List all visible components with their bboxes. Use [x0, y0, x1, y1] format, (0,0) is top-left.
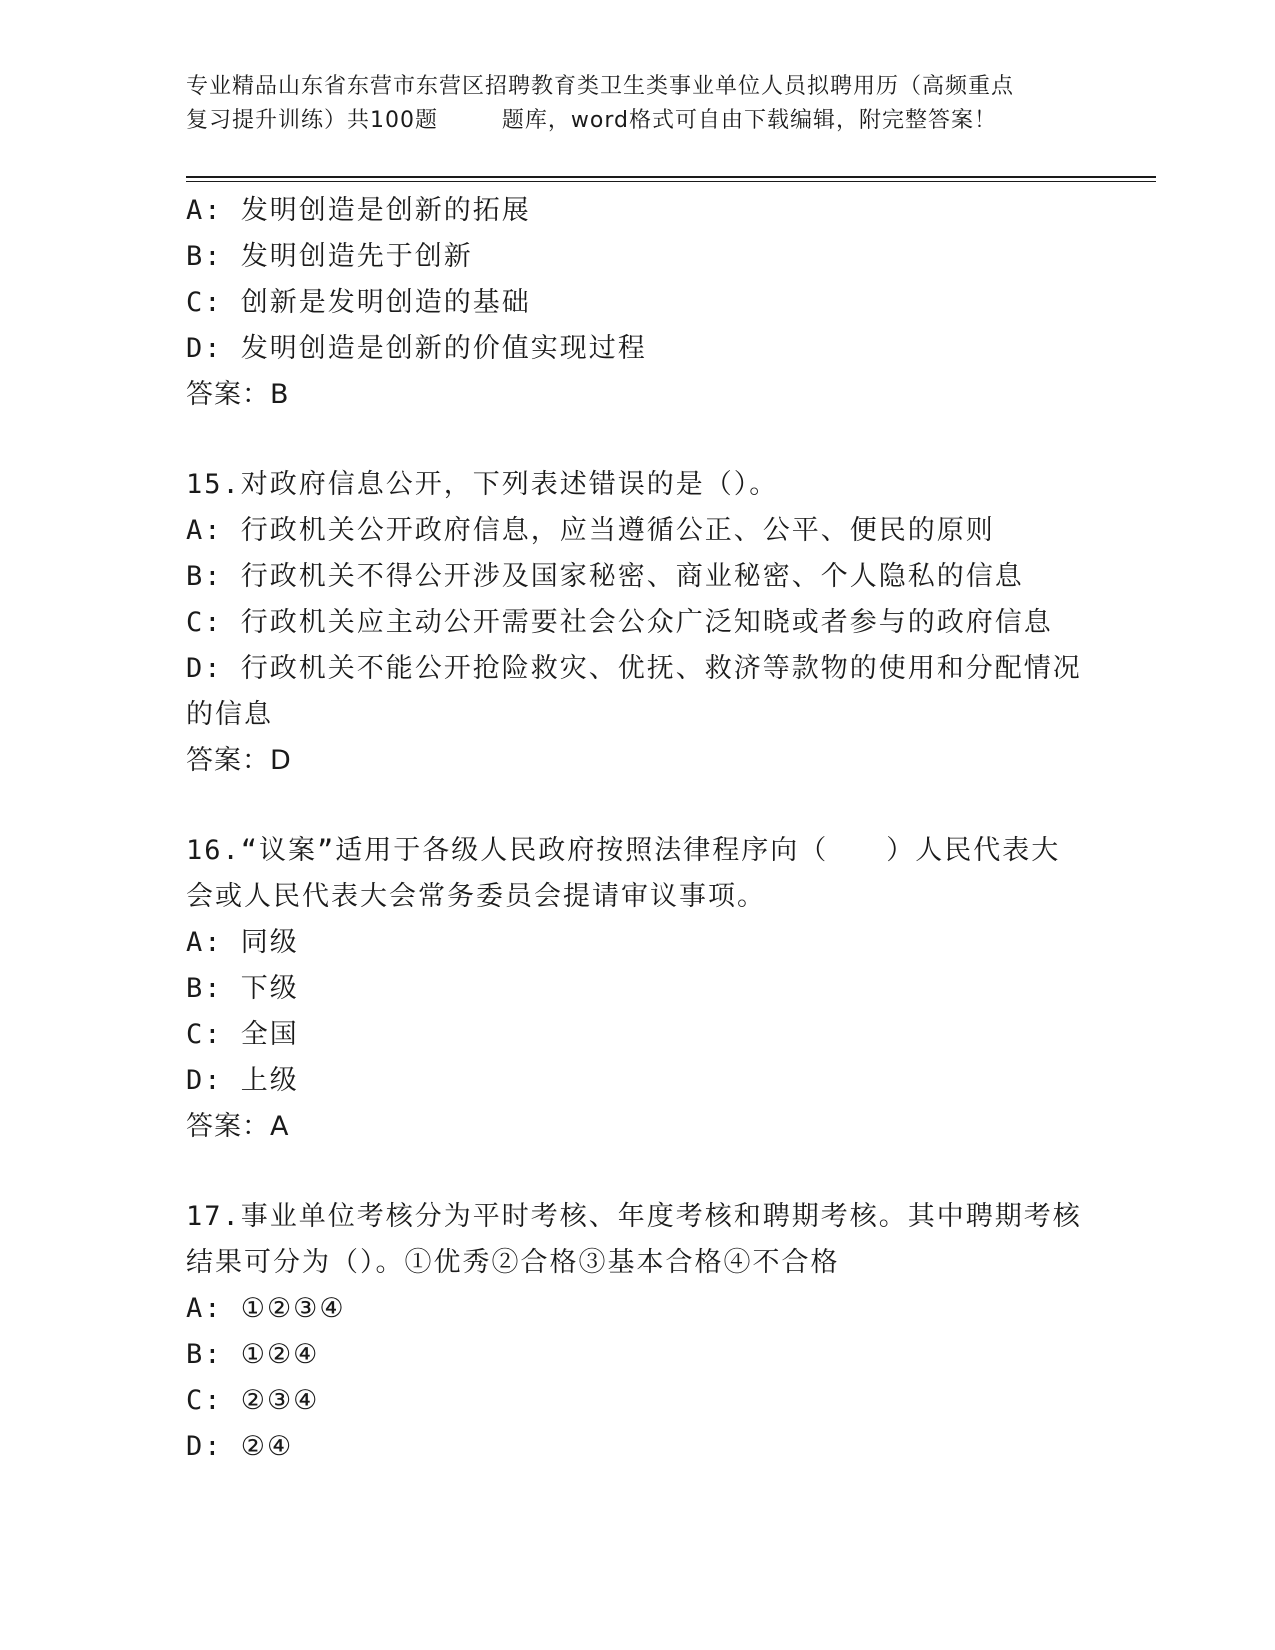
option-a: A: 发明创造是创新的拓展: [186, 195, 531, 226]
answer-text: 答案：D: [186, 745, 292, 776]
header-title-line-2: 复习提升训练）共100题 题库，word格式可自由下载编辑，附完整答案！: [186, 108, 998, 133]
question-stem-line-1: 17.事业单位考核分为平时考核、年度考核和聘期考核。其中聘期考核: [186, 1201, 1082, 1232]
spacer: [186, 784, 1086, 828]
option-c: C: ②③④: [186, 1385, 320, 1416]
option-d: D: 行政机关不能公开抢险救灾、优抚、救济等款物的使用和分配情况: [186, 653, 1082, 684]
option-c: C: 行政机关应主动公开需要社会公众广泛知晓或者参与的政府信息: [186, 607, 1053, 638]
option-d-continuation: 的信息: [186, 699, 273, 730]
question-content: [186, 188, 1086, 1470]
option-a: A: ①②③④: [186, 1293, 346, 1324]
question-15: [186, 462, 1086, 784]
header-divider-thick: [186, 176, 1156, 178]
option-d: D: ②④: [186, 1431, 294, 1462]
header-title-line-1: 专业精品山东省东营市东营区招聘教育类卫生类事业单位人员拟聘用历（高频重点: [186, 74, 1015, 99]
option-b: B: ①②④: [186, 1339, 320, 1370]
answer-text: 答案：A: [186, 1111, 290, 1142]
option-d: D: 发明创造是创新的价值实现过程: [186, 333, 647, 364]
option-c: C: 全国: [186, 1019, 299, 1050]
header-divider-thin: [186, 181, 1156, 182]
document-header: [186, 70, 1086, 138]
question-stem: 15.对政府信息公开，下列表述错误的是（）。: [186, 469, 779, 500]
option-c: C: 创新是发明创造的基础: [186, 287, 531, 318]
option-a: A: 同级: [186, 927, 299, 958]
option-b: B: 下级: [186, 973, 299, 1004]
answer-text: 答案：B: [186, 379, 290, 410]
option-d: D: 上级: [186, 1065, 299, 1096]
question-14: [186, 188, 1086, 418]
option-a: A: 行政机关公开政府信息，应当遵循公正、公平、便民的原则: [186, 515, 995, 546]
question-stem-line-2: 结果可分为（）。①优秀②合格③基本合格④不合格: [186, 1247, 840, 1278]
question-16: [186, 828, 1086, 1150]
spacer: [186, 418, 1086, 462]
question-17: [186, 1194, 1086, 1470]
spacer: [186, 1150, 1086, 1194]
question-stem-line-1: 16.“议案”适用于各级人民政府按照法律程序向（ ）人民代表大: [186, 835, 1061, 866]
option-b: B: 发明创造先于创新: [186, 241, 473, 272]
question-stem-line-2: 会或人民代表大会常务委员会提请审议事项。: [186, 881, 766, 912]
option-b: B: 行政机关不得公开涉及国家秘密、商业秘密、个人隐私的信息: [186, 561, 1024, 592]
